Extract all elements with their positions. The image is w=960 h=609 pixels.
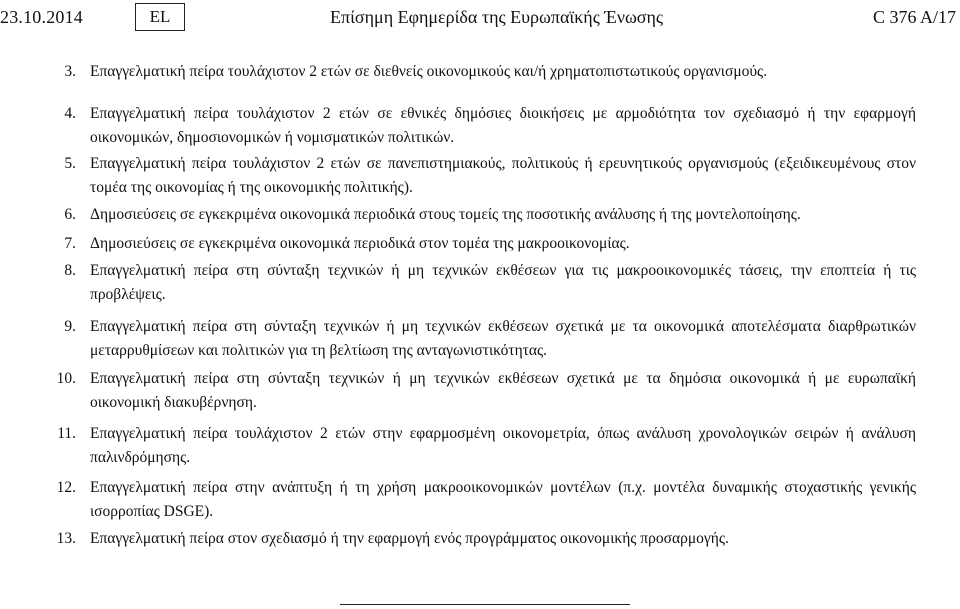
item-text: Επαγγελματική πείρα στη σύνταξη τεχνικών ή μη τεχνικών εκθέσεων σχετικά με τα οικονομικά αποτελέσματα διαρθρωτικών μεταρρυθμίσεων και πολιτικών για τη βελτίωση της ανταγωνιστικότητας. <box>90 318 916 359</box>
item-number: 11. <box>57 425 76 442</box>
item-number: 9. <box>64 318 76 335</box>
item-number: 7. <box>64 235 76 252</box>
item-text: Δημοσιεύσεις σε εγκεκριμένα οικονομικά περιοδικά στον τομέα της μακροοικονομίας. <box>90 235 630 252</box>
item-number: 12. <box>56 479 76 496</box>
publication-date: 23.10.2014 <box>0 7 83 27</box>
item-number: 10. <box>56 370 76 387</box>
item-text: Επαγγελματική πείρα τουλάχιστον 2 ετών στην εφαρμοσμένη οικονομετρία, όπως ανάλυση χρονολογικών σειρών ή ανάλυση παλινδρόμησης. <box>90 425 916 466</box>
item-text: Δημοσιεύσεις σε εγκεκριμένα οικονομικά περιοδικά στους τομείς της ποσοτικής ανάλυσης ή της μοντελοποίησης. <box>90 206 801 223</box>
journal-reference: C 376 A/17 <box>872 7 956 27</box>
item-text: Επαγγελματική πείρα στον σχεδιασμό ή την εφαρμογή ενός προγράμματος οικονομικής προσαρμογής. <box>90 530 729 547</box>
footer-divider <box>340 604 630 605</box>
item-number: 5. <box>64 155 76 172</box>
item-text: Επαγγελματική πείρα τουλάχιστον 2 ετών σε διεθνείς οικονομικούς και/ή χρηματοπιστωτικούς οργανισμούς. <box>90 63 768 80</box>
journal-title: Επίσημη Εφημερίδα της Ευρωπαϊκής Ένωσης <box>330 7 664 27</box>
item-number: 6. <box>64 206 76 223</box>
page-header <box>0 0 960 40</box>
item-text: Επαγγελματική πείρα τουλάχιστον 2 ετών σε εθνικές δημόσιες διοικήσεις με αρμοδιότητα τον σχεδιασμό ή την εφαρμογή οικονομικών, δημοσιονομικών ή νομισματικών πολιτικών. <box>90 105 916 146</box>
item-text: Επαγγελματική πείρα τουλάχιστον 2 ετών σε πανεπιστημιακούς, πολιτικούς ή ερευνητικούς οργανισμούς (εξειδικευμένους στον τομέα της οικονομίας ή της οικονομικής πολιτικής). <box>90 155 916 196</box>
item-number: 4. <box>64 105 76 122</box>
item-number: 13. <box>56 530 76 547</box>
item-number: 8. <box>64 262 76 279</box>
language-code-box: EL <box>135 3 185 31</box>
item-text: Επαγγελματική πείρα στη σύνταξη τεχνικών ή μη τεχνικών εκθέσεων σχετικά με τα δημόσια οικονομικά ή με ευρωπαϊκή οικονομική διακυβέρνηση. <box>90 370 916 411</box>
item-text: Επαγγελματική πείρα στη σύνταξη τεχνικών ή μη τεχνικών εκθέσεων για τις μακροοικονομικές τάσεις, την εποπτεία ή τις προβλέψεις. <box>90 262 916 303</box>
item-text: Επαγγελματική πείρα στην ανάπτυξη ή τη χρήση μακροοικονομικών μοντέλων (π.χ. μοντέλα δυναμικής στοχαστικής γενικής ισορροπίας DSGE). <box>90 479 916 520</box>
item-number: 3. <box>64 63 76 80</box>
